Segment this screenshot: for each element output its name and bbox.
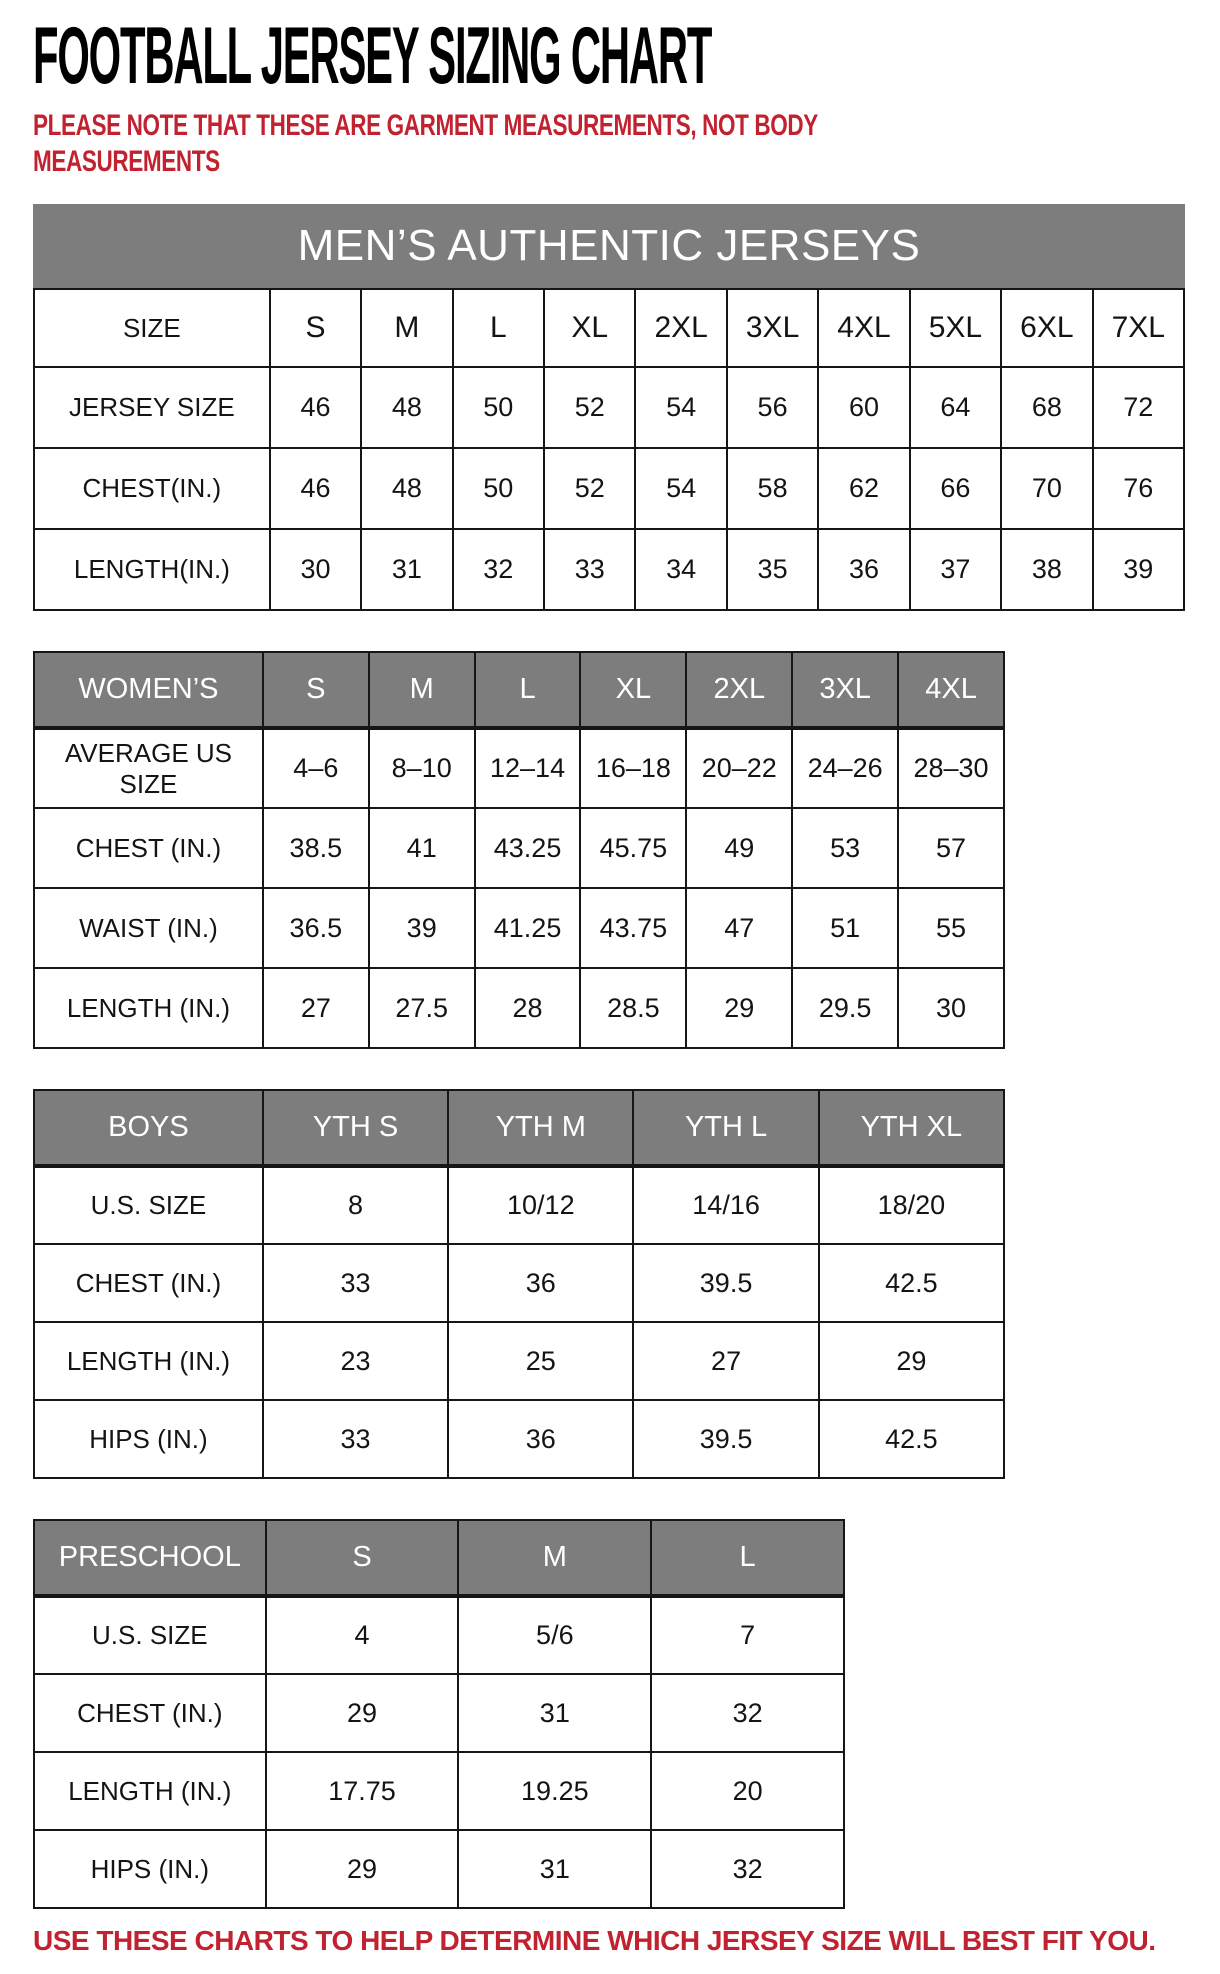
womens-value-cell: 43.25	[475, 808, 581, 888]
boys-value-cell: 42.5	[819, 1244, 1004, 1322]
mens-value-cell: 39	[1093, 529, 1184, 610]
womens-size-header: 2XL	[686, 652, 792, 728]
mens-value-cell: 46	[270, 448, 361, 529]
mens-value-cell: 7XL	[1093, 289, 1184, 367]
boys-size-header: YTH S	[263, 1090, 448, 1166]
womens-value-cell: 27	[263, 968, 369, 1048]
mens-value-cell: 52	[544, 367, 635, 448]
womens-row-label: AVERAGE US SIZE	[34, 728, 263, 808]
boys-value-cell: 25	[448, 1322, 633, 1400]
womens-value-cell: 41	[369, 808, 475, 888]
mens-value-cell: 70	[1001, 448, 1092, 529]
mens-value-cell: S	[270, 289, 361, 367]
womens-size-header: 3XL	[792, 652, 898, 728]
womens-value-cell: 29	[686, 968, 792, 1048]
mens-value-cell: 36	[818, 529, 909, 610]
preschool-row-label: HIPS (IN.)	[34, 1830, 266, 1908]
womens-value-cell: 8–10	[369, 728, 475, 808]
boys-value-cell: 23	[263, 1322, 448, 1400]
womens-value-cell: 49	[686, 808, 792, 888]
boys-value-cell: 29	[819, 1322, 1004, 1400]
preschool-value-cell: 7	[651, 1596, 844, 1674]
boys-table-section	[33, 1089, 1190, 1479]
boys-sizing-table	[33, 1089, 1005, 1479]
boys-row-label: U.S. SIZE	[34, 1166, 263, 1244]
womens-value-cell: 39	[369, 888, 475, 968]
mens-value-cell: 68	[1001, 367, 1092, 448]
womens-value-cell: 51	[792, 888, 898, 968]
womens-value-cell: 41.25	[475, 888, 581, 968]
womens-value-cell: 57	[898, 808, 1004, 888]
womens-value-cell: 38.5	[263, 808, 369, 888]
preschool-row-label: U.S. SIZE	[34, 1596, 266, 1674]
preschool-row-label: LENGTH (IN.)	[34, 1752, 266, 1830]
womens-value-cell: 43.75	[580, 888, 686, 968]
boys-value-cell: 33	[263, 1400, 448, 1478]
boys-value-cell: 14/16	[633, 1166, 818, 1244]
womens-value-cell: 4–6	[263, 728, 369, 808]
womens-row-label: LENGTH (IN.)	[34, 968, 263, 1048]
boys-value-cell: 33	[263, 1244, 448, 1322]
boys-size-header: YTH L	[633, 1090, 818, 1166]
womens-value-cell: 27.5	[369, 968, 475, 1048]
mens-value-cell: 50	[453, 448, 544, 529]
womens-size-header: S	[263, 652, 369, 728]
mens-value-cell: 50	[453, 367, 544, 448]
mens-row-label: CHEST(IN.)	[34, 448, 270, 529]
mens-value-cell: 5XL	[910, 289, 1001, 367]
mens-value-cell: 54	[635, 367, 726, 448]
preschool-sizing-table	[33, 1519, 845, 1909]
mens-sizing-table	[33, 288, 1185, 611]
preschool-value-cell: 29	[266, 1830, 459, 1908]
boys-size-header: YTH XL	[819, 1090, 1004, 1166]
mens-value-cell: 33	[544, 529, 635, 610]
preschool-value-cell: 32	[651, 1830, 844, 1908]
mens-value-cell: 30	[270, 529, 361, 610]
mens-value-cell: 66	[910, 448, 1001, 529]
mens-table-section	[33, 204, 1190, 611]
mens-value-cell: 3XL	[727, 289, 818, 367]
mens-value-cell: 34	[635, 529, 726, 610]
boys-value-cell: 27	[633, 1322, 818, 1400]
womens-value-cell: 28	[475, 968, 581, 1048]
womens-value-cell: 55	[898, 888, 1004, 968]
boys-value-cell: 39.5	[633, 1244, 818, 1322]
mens-value-cell: 58	[727, 448, 818, 529]
preschool-value-cell: 32	[651, 1674, 844, 1752]
mens-value-cell: 56	[727, 367, 818, 448]
mens-row-label: JERSEY SIZE	[34, 367, 270, 448]
womens-row-label: WAIST (IN.)	[34, 888, 263, 968]
preschool-value-cell: 5/6	[458, 1596, 651, 1674]
womens-row-label: CHEST (IN.)	[34, 808, 263, 888]
preschool-table-section	[33, 1519, 1190, 1909]
mens-value-cell: 38	[1001, 529, 1092, 610]
womens-value-cell: 45.75	[580, 808, 686, 888]
womens-value-cell: 29.5	[792, 968, 898, 1048]
mens-value-cell: 37	[910, 529, 1001, 610]
preschool-value-cell: 17.75	[266, 1752, 459, 1830]
preschool-value-cell: 29	[266, 1674, 459, 1752]
boys-value-cell: 36	[448, 1400, 633, 1478]
mens-value-cell: XL	[544, 289, 635, 367]
mens-value-cell: M	[361, 289, 452, 367]
preschool-value-cell: 31	[458, 1674, 651, 1752]
mens-value-cell: 46	[270, 367, 361, 448]
womens-header-label: WOMEN’S	[34, 652, 263, 728]
womens-value-cell: 16–18	[580, 728, 686, 808]
mens-value-cell: 62	[818, 448, 909, 529]
womens-size-header: XL	[580, 652, 686, 728]
womens-size-header: L	[475, 652, 581, 728]
boys-value-cell: 18/20	[819, 1166, 1004, 1244]
boys-header-label: BOYS	[34, 1090, 263, 1166]
womens-value-cell: 24–26	[792, 728, 898, 808]
preschool-size-header: L	[651, 1520, 844, 1596]
womens-value-cell: 53	[792, 808, 898, 888]
garment-measurements-note: PLEASE NOTE THAT THESE ARE GARMENT MEASUREMENTS, NOT BODY MEASUREMENTS	[33, 109, 818, 179]
mens-value-cell: 4XL	[818, 289, 909, 367]
mens-value-cell: 6XL	[1001, 289, 1092, 367]
mens-value-cell: 72	[1093, 367, 1184, 448]
womens-table-section	[33, 651, 1190, 1049]
womens-value-cell: 12–14	[475, 728, 581, 808]
womens-value-cell: 28–30	[898, 728, 1004, 808]
footer-advice-text: USE THESE CHARTS TO HELP DETERMINE WHICH JERSEY SIZE WILL BEST FIT YOU.	[33, 1925, 1156, 1957]
mens-value-cell: 54	[635, 448, 726, 529]
womens-value-cell: 47	[686, 888, 792, 968]
preschool-value-cell: 20	[651, 1752, 844, 1830]
mens-table-banner: MEN’S AUTHENTIC JERSEYS	[33, 204, 1185, 288]
preschool-size-header: M	[458, 1520, 651, 1596]
boys-size-header: YTH M	[448, 1090, 633, 1166]
womens-value-cell: 20–22	[686, 728, 792, 808]
boys-value-cell: 36	[448, 1244, 633, 1322]
mens-value-cell: 32	[453, 529, 544, 610]
preschool-value-cell: 4	[266, 1596, 459, 1674]
womens-size-header: 4XL	[898, 652, 1004, 728]
mens-value-cell: 60	[818, 367, 909, 448]
boys-value-cell: 8	[263, 1166, 448, 1244]
preschool-value-cell: 19.25	[458, 1752, 651, 1830]
womens-size-header: M	[369, 652, 475, 728]
womens-value-cell: 36.5	[263, 888, 369, 968]
page-title: FOOTBALL JERSEY SIZING CHART	[33, 11, 712, 101]
mens-row-label: LENGTH(IN.)	[34, 529, 270, 610]
mens-value-cell: 31	[361, 529, 452, 610]
boys-row-label: CHEST (IN.)	[34, 1244, 263, 1322]
mens-row-label: SIZE	[34, 289, 270, 367]
boys-row-label: HIPS (IN.)	[34, 1400, 263, 1478]
boys-value-cell: 42.5	[819, 1400, 1004, 1478]
preschool-size-header: S	[266, 1520, 459, 1596]
mens-value-cell: 2XL	[635, 289, 726, 367]
mens-value-cell: 52	[544, 448, 635, 529]
preschool-value-cell: 31	[458, 1830, 651, 1908]
womens-value-cell: 30	[898, 968, 1004, 1048]
boys-value-cell: 39.5	[633, 1400, 818, 1478]
mens-value-cell: 48	[361, 448, 452, 529]
mens-value-cell: L	[453, 289, 544, 367]
boys-row-label: LENGTH (IN.)	[34, 1322, 263, 1400]
mens-value-cell: 76	[1093, 448, 1184, 529]
womens-sizing-table	[33, 651, 1005, 1049]
mens-value-cell: 35	[727, 529, 818, 610]
preschool-row-label: CHEST (IN.)	[34, 1674, 266, 1752]
mens-value-cell: 64	[910, 367, 1001, 448]
mens-value-cell: 48	[361, 367, 452, 448]
womens-value-cell: 28.5	[580, 968, 686, 1048]
preschool-header-label: PRESCHOOL	[34, 1520, 266, 1596]
boys-value-cell: 10/12	[448, 1166, 633, 1244]
